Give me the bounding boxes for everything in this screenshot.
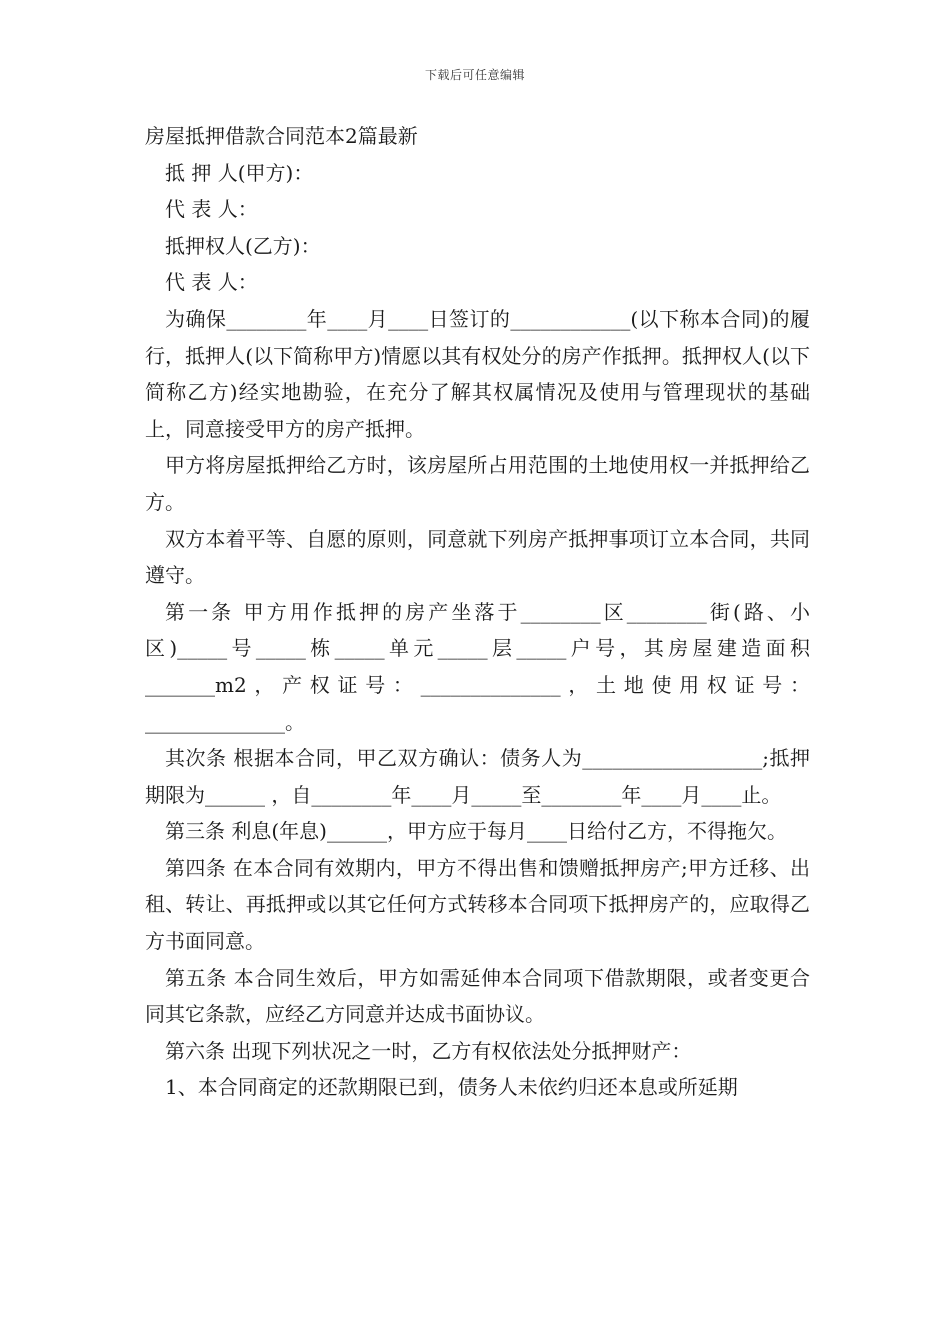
principle-paragraph: 双方本着平等、自愿的原则，同意就下列房产抵押事项订立本合同，共同遵守。: [145, 526, 810, 588]
article-5: 第五条 本合同生效后，甲方如需延伸本合同项下借款期限，或者变更合同其它条款，应经乙方同意并达成书面协议。: [145, 965, 810, 1027]
article-1: 第一条 甲方用作抵押的房产坐落于________区________街(路、小区)_____号_____栋_____单元_____层_____户号，其房屋建造面积_______m2，产权证号：______________，土地使用权证号：______________。: [145, 599, 810, 734]
article-3: 第三条 利息(年息)______，甲方应于每月____日给付乙方，不得拖欠。: [165, 819, 787, 844]
party-b-line: 抵押权人(乙方)：: [165, 233, 321, 258]
article-4: 第四条 在本合同有效期内，甲方不得出售和馈赠抵押房产;甲方迁移、出租、转让、再抵押或以其它任何方式转移本合同项下抵押房产的，应取得乙方书面同意。: [145, 855, 810, 954]
representative-b-line: 代 表 人：: [165, 270, 258, 295]
document-title: 房屋抵押借款合同范本2篇最新: [145, 124, 418, 148]
preamble-paragraph: 为确保________年____月____日签订的____________(以下称本合同)的履行，抵押人(以下简称甲方)情愿以其有权处分的房产作抵押。抵押权人(以下简称乙方)经实地勘验，在充分了解其权属情况及使用与管理现状的基础上，同意接受甲方的房产抵押。: [145, 306, 810, 441]
land-use-paragraph: 甲方将房屋抵押给乙方时，该房屋所占用范围的土地使用权一并抵押给乙方。: [145, 453, 810, 514]
article-6: 第六条 出现下列状况之一时，乙方有权依法处分抵押财产：: [165, 1038, 692, 1063]
party-a-line: 抵 押 人(甲方)：: [165, 160, 314, 185]
article-6-item-1: 1、本合同商定的还款期限已到，债务人未依约归还本息或所延期: [165, 1075, 738, 1100]
representative-a-line: 代 表 人：: [165, 197, 258, 222]
header-note: 下载后可任意编辑: [424, 68, 525, 82]
document-body: [145, 118, 810, 1106]
article-2: 其次条 根据本合同，甲乙双方确认：债务人为__________________;抵押期限为______ ，自________年____月_____至________年____月____止。: [145, 746, 810, 807]
